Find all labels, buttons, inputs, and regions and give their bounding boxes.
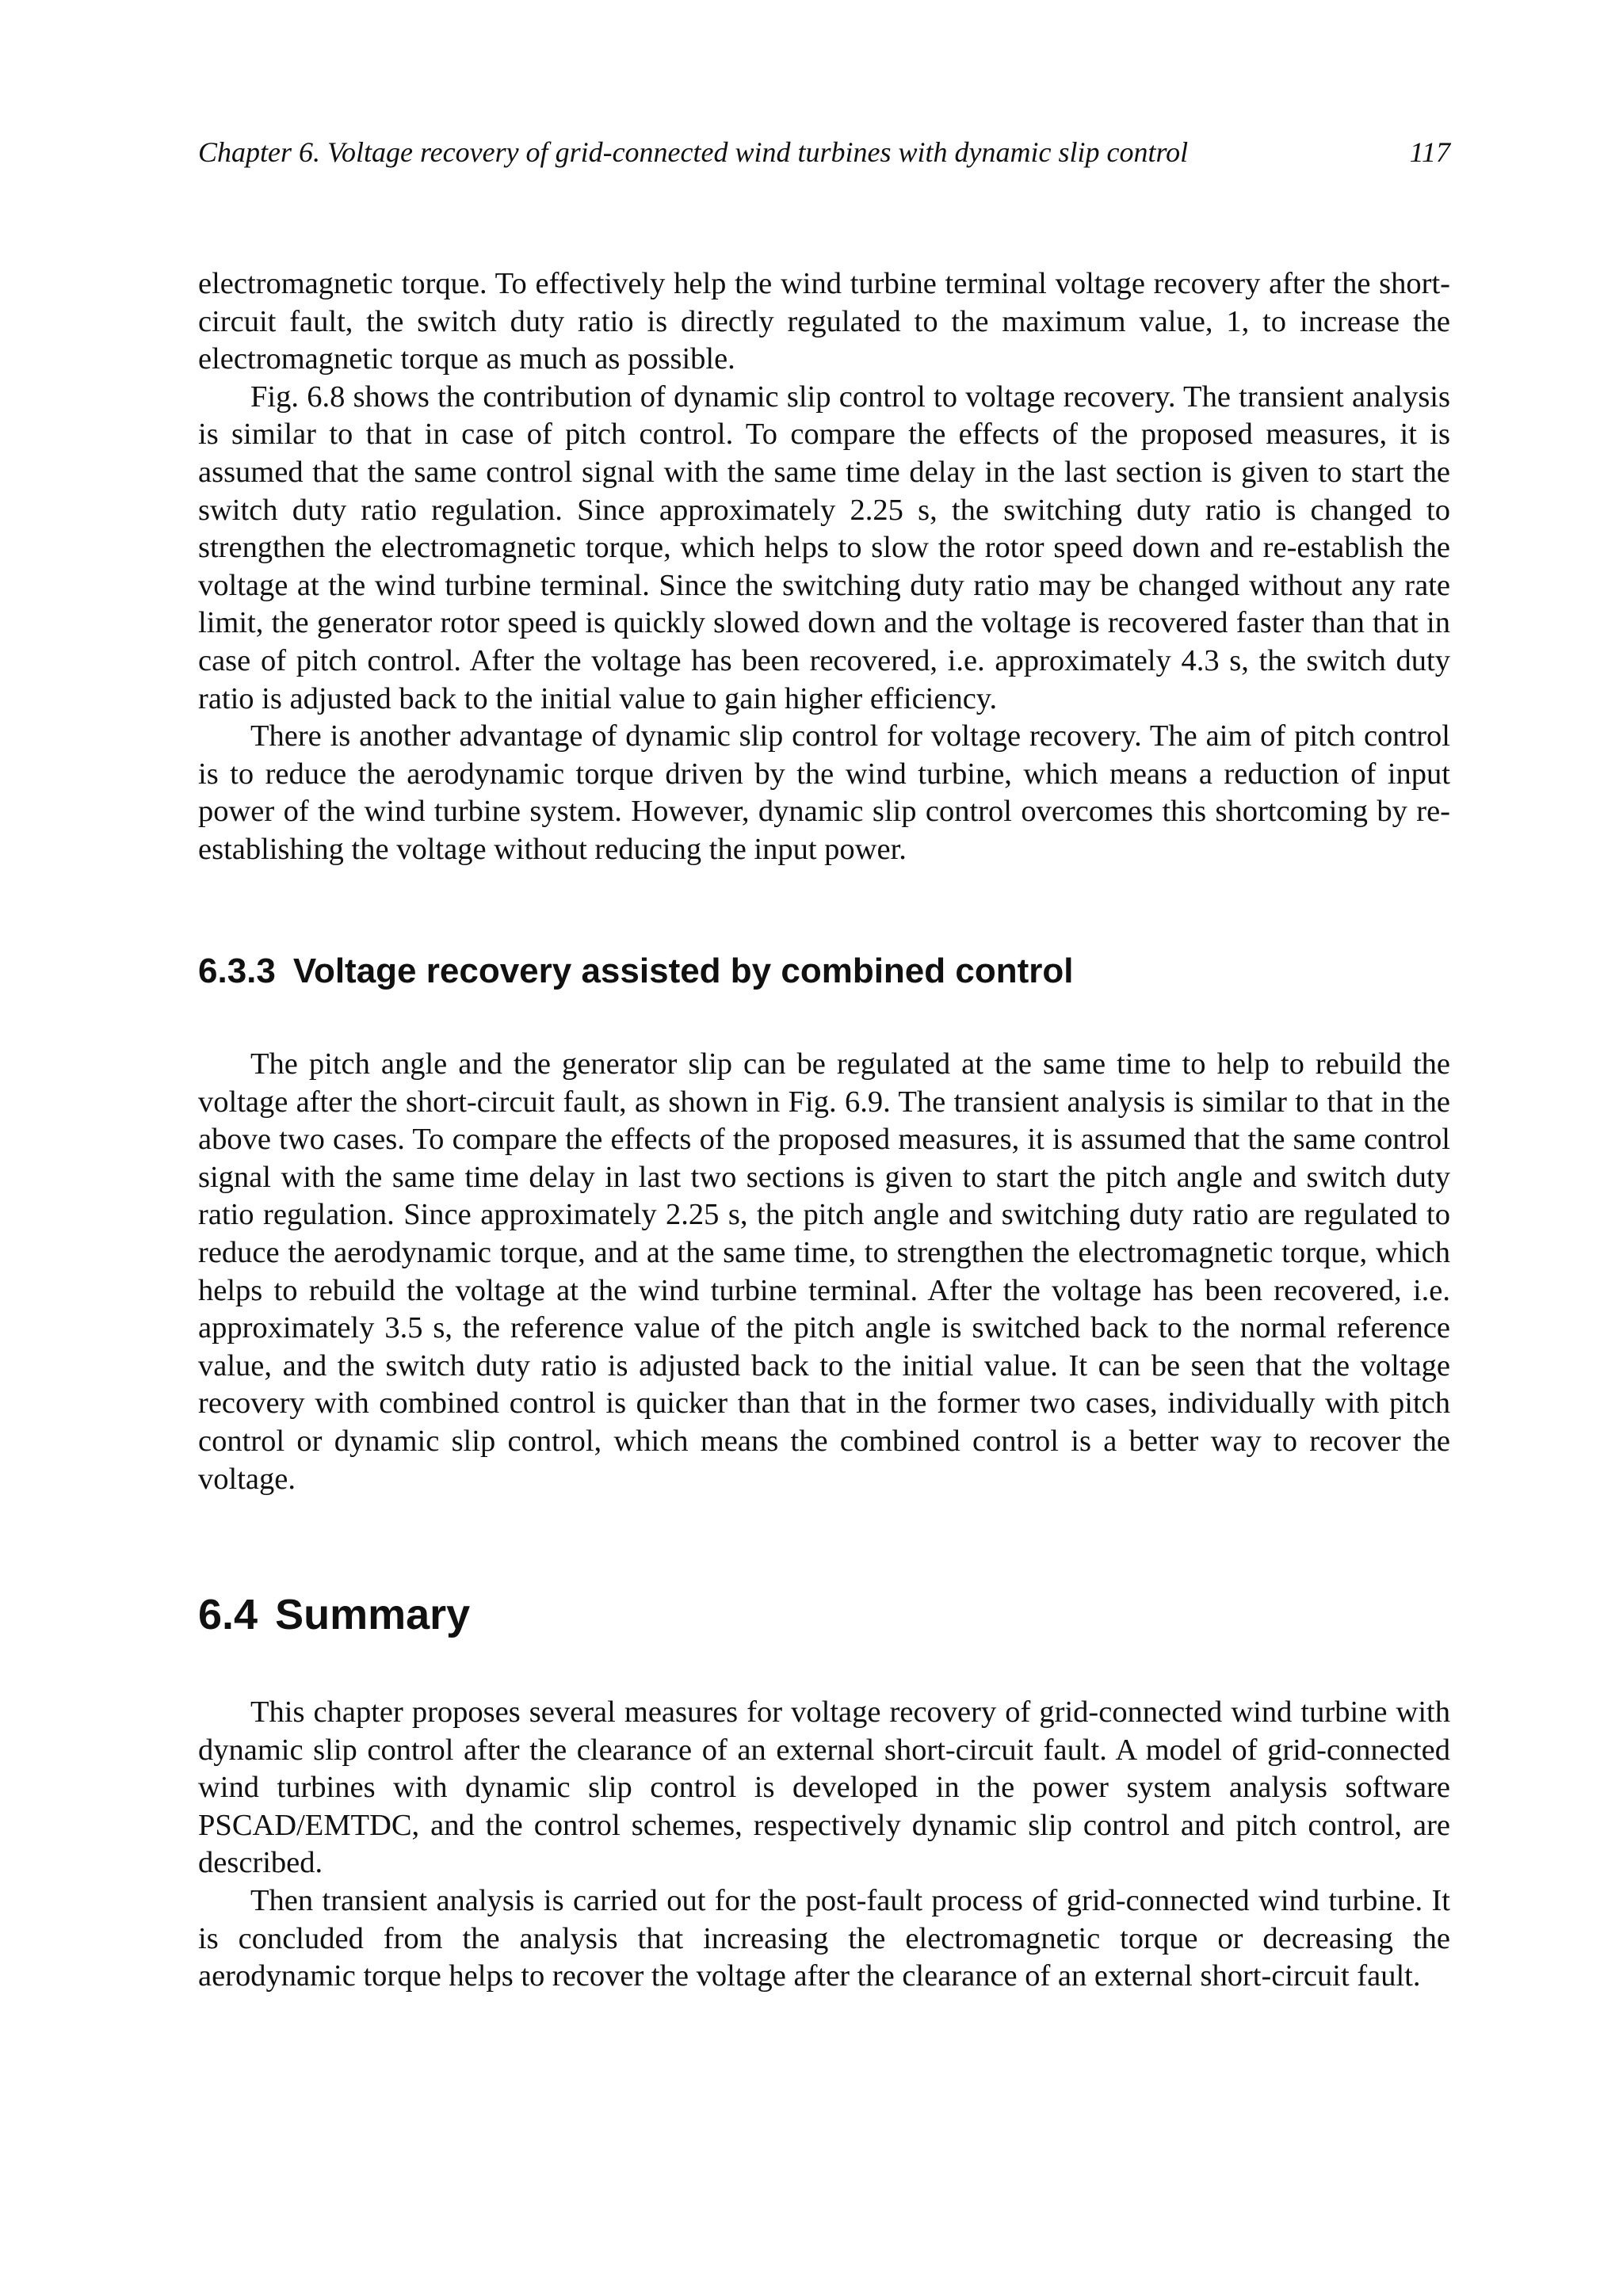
paragraph-combined-control: The pitch angle and the generator slip can be regulated at the same time to help to rebuild the voltage after the short-circuit fault, as shown in Fig. 6.9. The transient analysis is similar to that in the above two cases. To compare the effects of the proposed measures, it is assumed that the same control signal with the same time delay in last two sections is given to start the pitch angle and switch duty ratio regulation. Since approximately 2.25 s, the pitch angle and switching duty ratio are regulated to reduce the aerodynamic torque, and at the same time, to strengthen the electromagnetic torque, which helps to rebuild the voltage at the wind turbine terminal. After the voltage has been recovered, i.e. approximately 3.5 s, the reference value of the pitch angle is switched back to the normal reference value, and the switch duty ratio is adjusted back to the initial value. It can be seen that the voltage recovery with combined control is quicker than that in the former two cases, individually with pitch control or dynamic slip control, which means the combined control is a better way to recover the voltage. [198, 1047, 1450, 1496]
paragraph-continuation: electromagnetic torque. To effectively help the wind turbine terminal voltage recovery after the short-circuit fault, the switch duty ratio is directly regulated to the maximum value, 1, to increase the electromagnetic torque as much as possible. [198, 267, 1450, 376]
paragraph-summary-1: This chapter proposes several measures for voltage recovery of grid-connected wind turbine with dynamic slip control after the clearance of an external short-circuit fault. A model of grid-connected wind turbines with dynamic slip control is developed in the power system analysis software PSCAD/EMTDC, and the control schemes, respectively dynamic slip control and pitch control, are described. [198, 1695, 1450, 1880]
paragraph-summary-2: Then transient analysis is carried out for the post-fault process of grid-connected wind turbine. It is concluded from the analysis that increasing the electromagnetic torque or decreasing the aerodynamic torque helps to recover the voltage after the clearance of an external short-circuit fault. [198, 1883, 1450, 1993]
page-number: 117 [1409, 136, 1450, 168]
section-heading-6-3-3 [198, 948, 1073, 995]
section-6-3-3-body [198, 1046, 1450, 1498]
paragraph-fig-6-8: Fig. 6.8 shows the contribution of dynamic slip control to voltage recovery. The transient analysis is similar to that in case of pitch control. To compare the effects of the proposed measures, it is assumed that the same control signal with the same time delay in the last section is given to start the switch duty ratio regulation. Since approximately 2.25 s, the switching duty ratio is changed to strengthen the electromagnetic torque, which helps to slow the rotor speed down and re-establish the voltage at the wind turbine terminal. Since the switching duty ratio may be changed without any rate limit, the generator rotor speed is quickly slowed down and the voltage is recovered faster than that in case of pitch control. After the voltage has been recovered, i.e. approximately 4.3 s, the switch duty ratio is adjusted back to the initial value to gain higher efficiency. [198, 379, 1450, 715]
section-number: 6.3.3 [198, 952, 276, 990]
running-title: Chapter 6. Voltage recovery of grid-connected wind turbines with dynamic slip control [198, 136, 1189, 168]
running-header [198, 133, 1450, 171]
section-title: Voltage recovery assisted by combined control [292, 952, 1074, 990]
section-title: Summary [275, 1591, 471, 1638]
section-number: 6.4 [198, 1591, 258, 1638]
section-6-4-body [198, 1694, 1450, 1996]
section-heading-6-4 [198, 1587, 470, 1642]
section-6-3-2-continuation [198, 265, 1450, 869]
paragraph-slip-advantage: There is another advantage of dynamic slip control for voltage recovery. The aim of pitch control is to reduce the aerodynamic torque driven by the wind turbine, which means a reduction of input power of the wind turbine system. However, dynamic slip control overcomes this shortcoming by re-establishing the voltage without reducing the input power. [198, 719, 1450, 866]
